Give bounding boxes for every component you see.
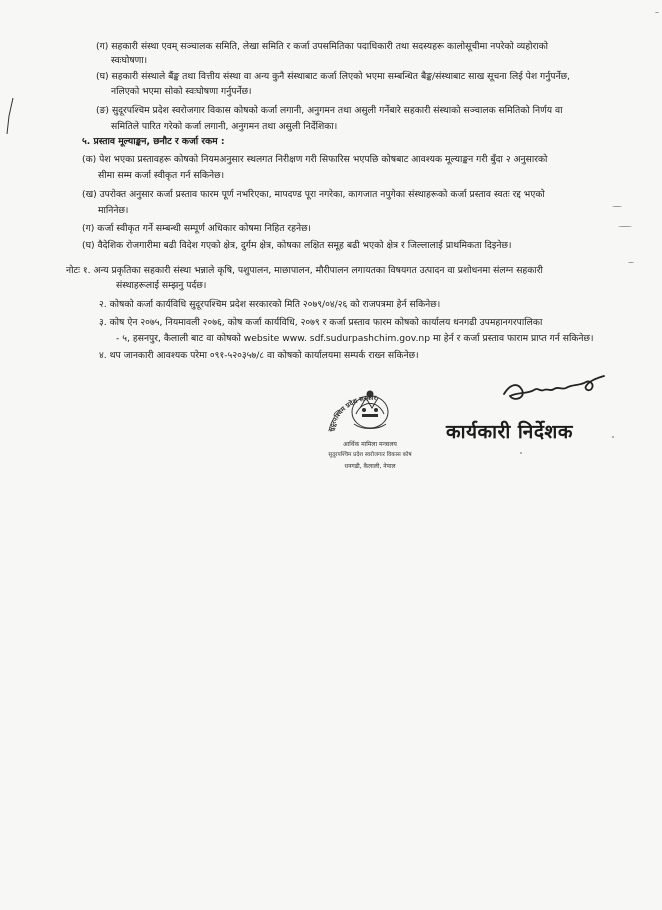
scan-speck [628,262,634,263]
scan-speck [655,12,659,13]
scan-speck [612,436,614,438]
note-1-line1: नोटः १. अन्य प्रकृतिका सहकारी संस्था भन्नाले कृषि, पशुपालन, माछापालन, मौरीपालन लगायतका विषयगत उत्पादन वा प्रशोधनमा संलग्न सहकारी [66,265,543,276]
seal-line1: आर्थिक मामिला मन्त्रालय [343,441,397,448]
note-1-line2: संस्थाहरूलाई सम्झनु पर्दछ। [116,280,207,291]
section5-ka-line2: सीमा सम्म कर्जा स्वीकृत गर्न सकिनेछ। [98,170,225,181]
item-gha-line2: नलिएको भएमा सोको स्वःघोषणा गर्नुपर्नेछ। [111,86,252,97]
scan-speck [612,206,622,207]
seal-line2: सुदूरपश्चिम प्रदेश स्वरोजगार विकास कोष [328,452,412,458]
official-seal [318,384,422,476]
item-ga-line1: (ग) सहकारी संस्था एवम् सञ्चालक समिति, लेखा समिति र कर्जा उपसमितिका पदाधिकारी तथा सदस्यहरू कालोसूचीमा नपरेको व्यहोराको [96,41,549,52]
note-4-line1: ४. थप जानकारी आवश्यक परेमा ०९१-५२०३५७/८ वा कोषको कार्यालयमा सम्पर्क राख्न सकिनेछ। [99,350,419,361]
margin-pen-mark [6,96,14,136]
section5-gha-line1: (घ) वैदेशिक रोजगारीमा बढी विदेश गएको क्षेत्र, दुर्गम क्षेत्र, कोषका लक्षित समूह बढी भएको क्षेत्र र जिल्लालाई प्राथमिकता दिइनेछ। [82,240,512,251]
signature-scribble [500,372,610,408]
section5-ga-line1: (ग) कर्जा स्वीकृत गर्ने सम्बन्धी सम्पूर्ण अधिकार कोषमा निहित रहनेछ। [82,223,312,234]
note-2-line1: २. कोषको कर्जा कार्यविधि सुदूरपश्चिम प्रदेश सरकारको मिति २०७९/०४/२६ को राजपत्रमा हेर्न सकिनेछ। [99,299,441,310]
section5-kha-line1: (ख) उपरोक्त अनुसार कर्जा प्रस्ताव फारम पूर्ण नभरिएका, मापदण्ड पूरा नगरेका, कागजात नपुगेका संस्थाहरूको कर्जा प्रस्ताव स्वतः रद्द भएको [82,189,545,200]
item-nga-line2: समितिले पारित गरेको कर्जा लगानी, अनुगमन तथा असुली निर्देशिका। [111,121,338,132]
item-gha-line1: (घ) सहकारी संस्थाले बैंङ्क तथा वित्तीय संस्था वा अन्य कुनै संस्थाबाट कर्जा लिएको भएमा सम्बन्धित बैङ्क/संस्थाबाट साख सूचना लिई पेश गर्नुपर्नेछ, [96,71,570,82]
section5-kha-line2: मानिनेछ। [98,205,129,216]
scan-speck [618,226,632,227]
seal-line3: धनगढी, कैलाली, नेपाल [344,463,396,470]
seal-ring-path: सुदूरपश्चिम प्रदेश सरकार [326,393,377,433]
signatory-title: कार्यकारी निर्देशक [446,421,573,443]
item-nga-line1: (ङ) सुदूरपश्चिम प्रदेश स्वरोजगार विकास कोषको कर्जा लगानी, अनुगमन तथा असुली गर्नेबारे सहकारी संस्थाको सञ्चालक समितिको निर्णय वा [96,105,563,116]
note-3-line2: - ५, हसनपुर, कैलाली बाट वा कोषको website www. sdf.sudurpashchim.gov.np मा हेर्न र कर्जा प्रस्ताव फाराम प्राप्त गर्न सकिनेछ। [116,333,594,344]
scan-speck [520,452,522,454]
section5-ka-line1: (क) पेश भएका प्रस्तावहरू कोषको नियमअनुसार स्थलगत निरीक्षण गरी सिफारिस भएपछि कोषबाट आवश्यक मूल्याङ्कन गरी बुँदा २ अनुसारको [82,154,548,165]
section-5-heading: ५. प्रस्ताव मूल्याङ्कन, छनौट र कर्जा रकम : [82,136,225,147]
item-ga-line2: स्वःघोषणा। [111,55,148,66]
note-3-line1: ३. कोष ऐन २०७५, नियमावली २०७६, कोष कर्जा कार्यविधि, २०७९ र कर्जा प्रस्ताव फारम कोषको कार्यालय धनगढी उपमहानगरपालिका [99,317,543,328]
